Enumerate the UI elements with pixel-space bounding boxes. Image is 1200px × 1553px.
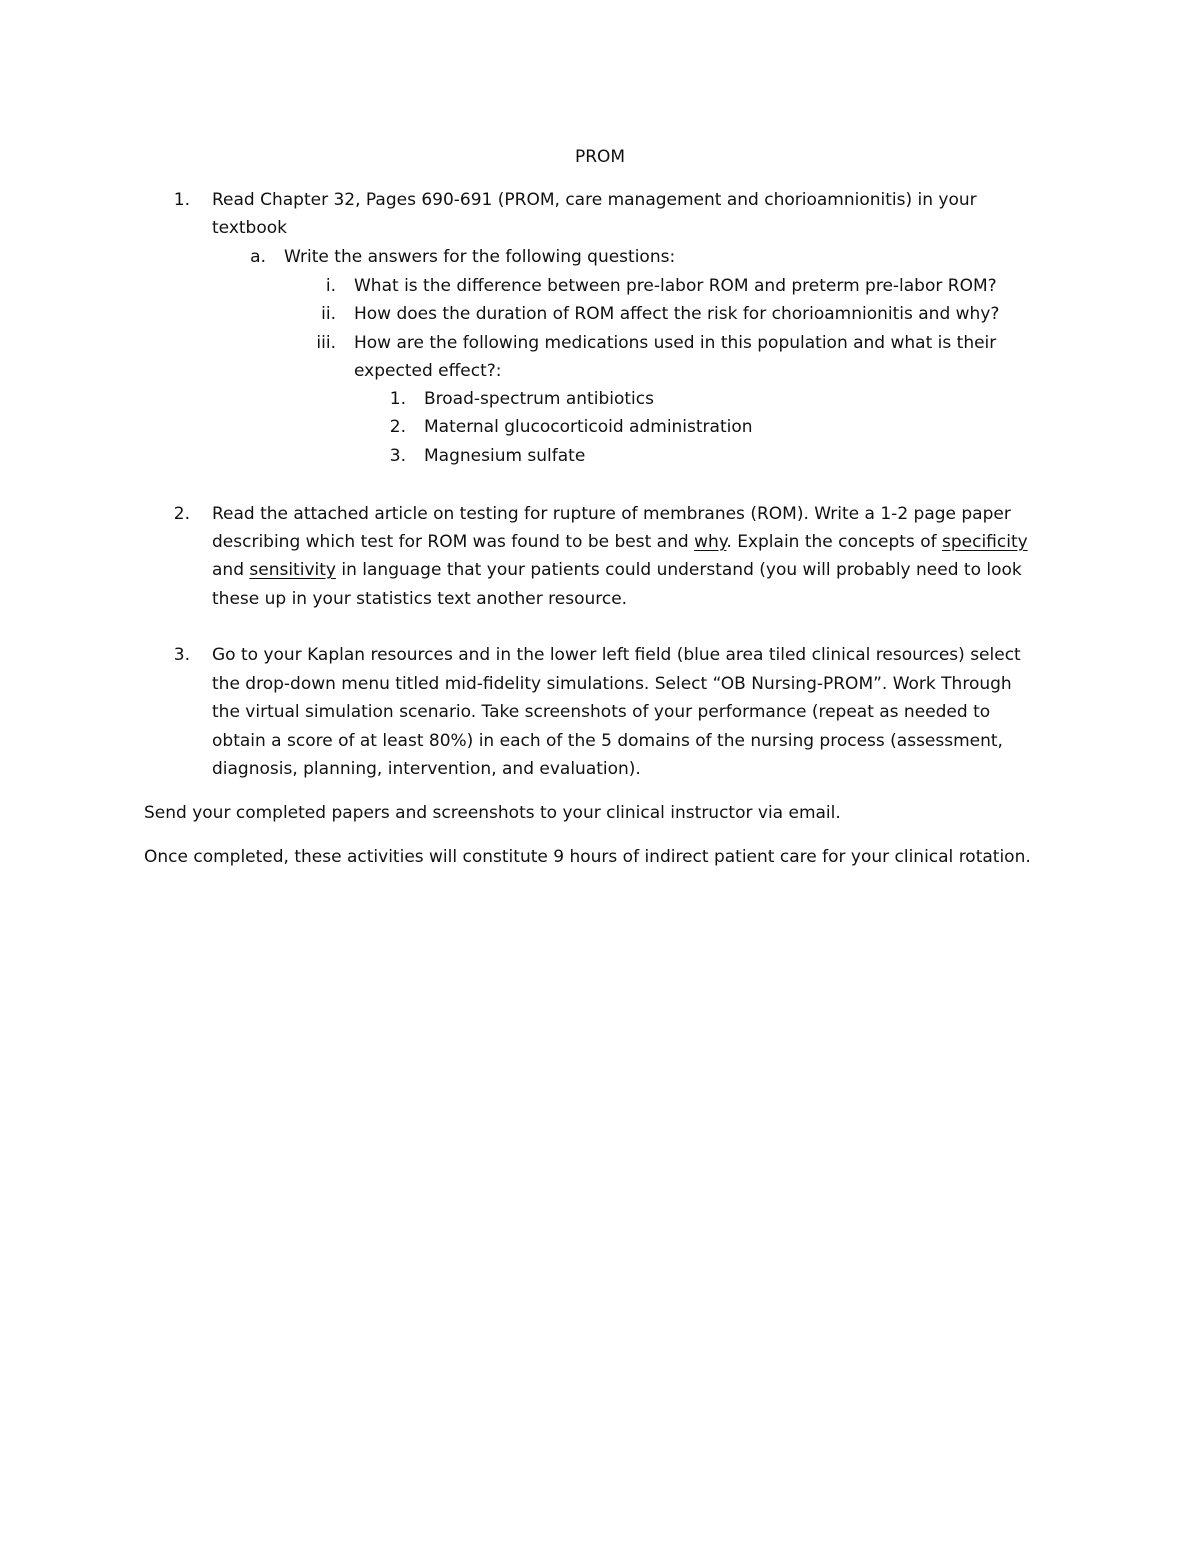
question-i-text: What is the difference between pre-labor ROM and preterm pre-labor ROM?	[354, 276, 997, 296]
medication-1-marker: 1.	[389, 389, 406, 409]
item-3-number: 3.	[173, 645, 190, 665]
medication-1-text: Broad-spectrum antibiotics	[424, 389, 654, 409]
specificity-underlined: specificity	[942, 532, 1028, 552]
item-2-line-2-text-b: . Explain the concepts of	[726, 532, 942, 552]
question-i-marker: i.	[325, 276, 336, 296]
item-1a-marker: a.	[250, 247, 266, 267]
item-2-number: 2.	[173, 504, 190, 524]
item-3-line-5: diagnosis, planning, intervention, and evaluation).	[212, 759, 641, 779]
question-iii-line-1: How are the following medications used in this population and what is their	[354, 333, 997, 353]
medication-2-text: Maternal glucocorticoid administration	[424, 417, 753, 437]
closing-paragraph-1: Send your completed papers and screenshots to your clinical instructor via email.	[144, 803, 841, 823]
question-ii-text: How does the duration of ROM affect the risk for chorioamnionitis and why?	[354, 304, 1000, 324]
item-2-line-1: Read the attached article on testing for rupture of membranes (ROM). Write a 1-2 page paper	[212, 504, 1011, 524]
page-title: PROM	[574, 147, 626, 167]
item-2-line-2-text-a: describing which test for ROM was found to be best and	[212, 532, 695, 552]
item-3-line-2: the drop-down menu titled mid-fidelity simulations. Select “OB Nursing-PROM”. Work Through	[212, 674, 1012, 694]
sensitivity-underlined: sensitivity	[249, 560, 336, 580]
item-2-line-2	[212, 531, 1028, 553]
item-2-line-4: these up in your statistics text another resource.	[212, 589, 628, 609]
item-1a-text: Write the answers for the following questions:	[284, 247, 676, 267]
question-ii-marker: ii.	[321, 304, 336, 324]
closing-paragraph-2: Once completed, these activities will constitute 9 hours of indirect patient care for your clinical rotation.	[144, 847, 1031, 867]
item-3-line-4: obtain a score of at least 80%) in each of the 5 domains of the nursing process (assessment,	[212, 731, 1003, 751]
medication-3-marker: 3.	[389, 446, 406, 466]
question-iii-marker: iii.	[316, 333, 336, 353]
item-1-line-2: textbook	[212, 218, 287, 238]
medication-2-marker: 2.	[389, 417, 406, 437]
question-iii-line-2: expected effect?:	[354, 361, 502, 381]
medication-3-text: Magnesium sulfate	[424, 446, 586, 466]
item-2-line-3	[212, 559, 1022, 581]
item-1-line-1: Read Chapter 32, Pages 690-691 (PROM, care management and chorioamnionitis) in your	[212, 190, 977, 210]
item-3-line-1: Go to your Kaplan resources and in the lower left field (blue area tiled clinical resources) select	[212, 645, 1021, 665]
item-3-line-3: the virtual simulation scenario. Take screenshots of your performance (repeat as needed to	[212, 702, 991, 722]
item-1-number: 1.	[173, 190, 190, 210]
item-2-line-3-text-a: and	[212, 560, 250, 580]
why-underlined: why	[694, 532, 727, 552]
item-2-line-3-text-b: in language that your patients could understand (you will probably need to look	[335, 560, 1022, 580]
